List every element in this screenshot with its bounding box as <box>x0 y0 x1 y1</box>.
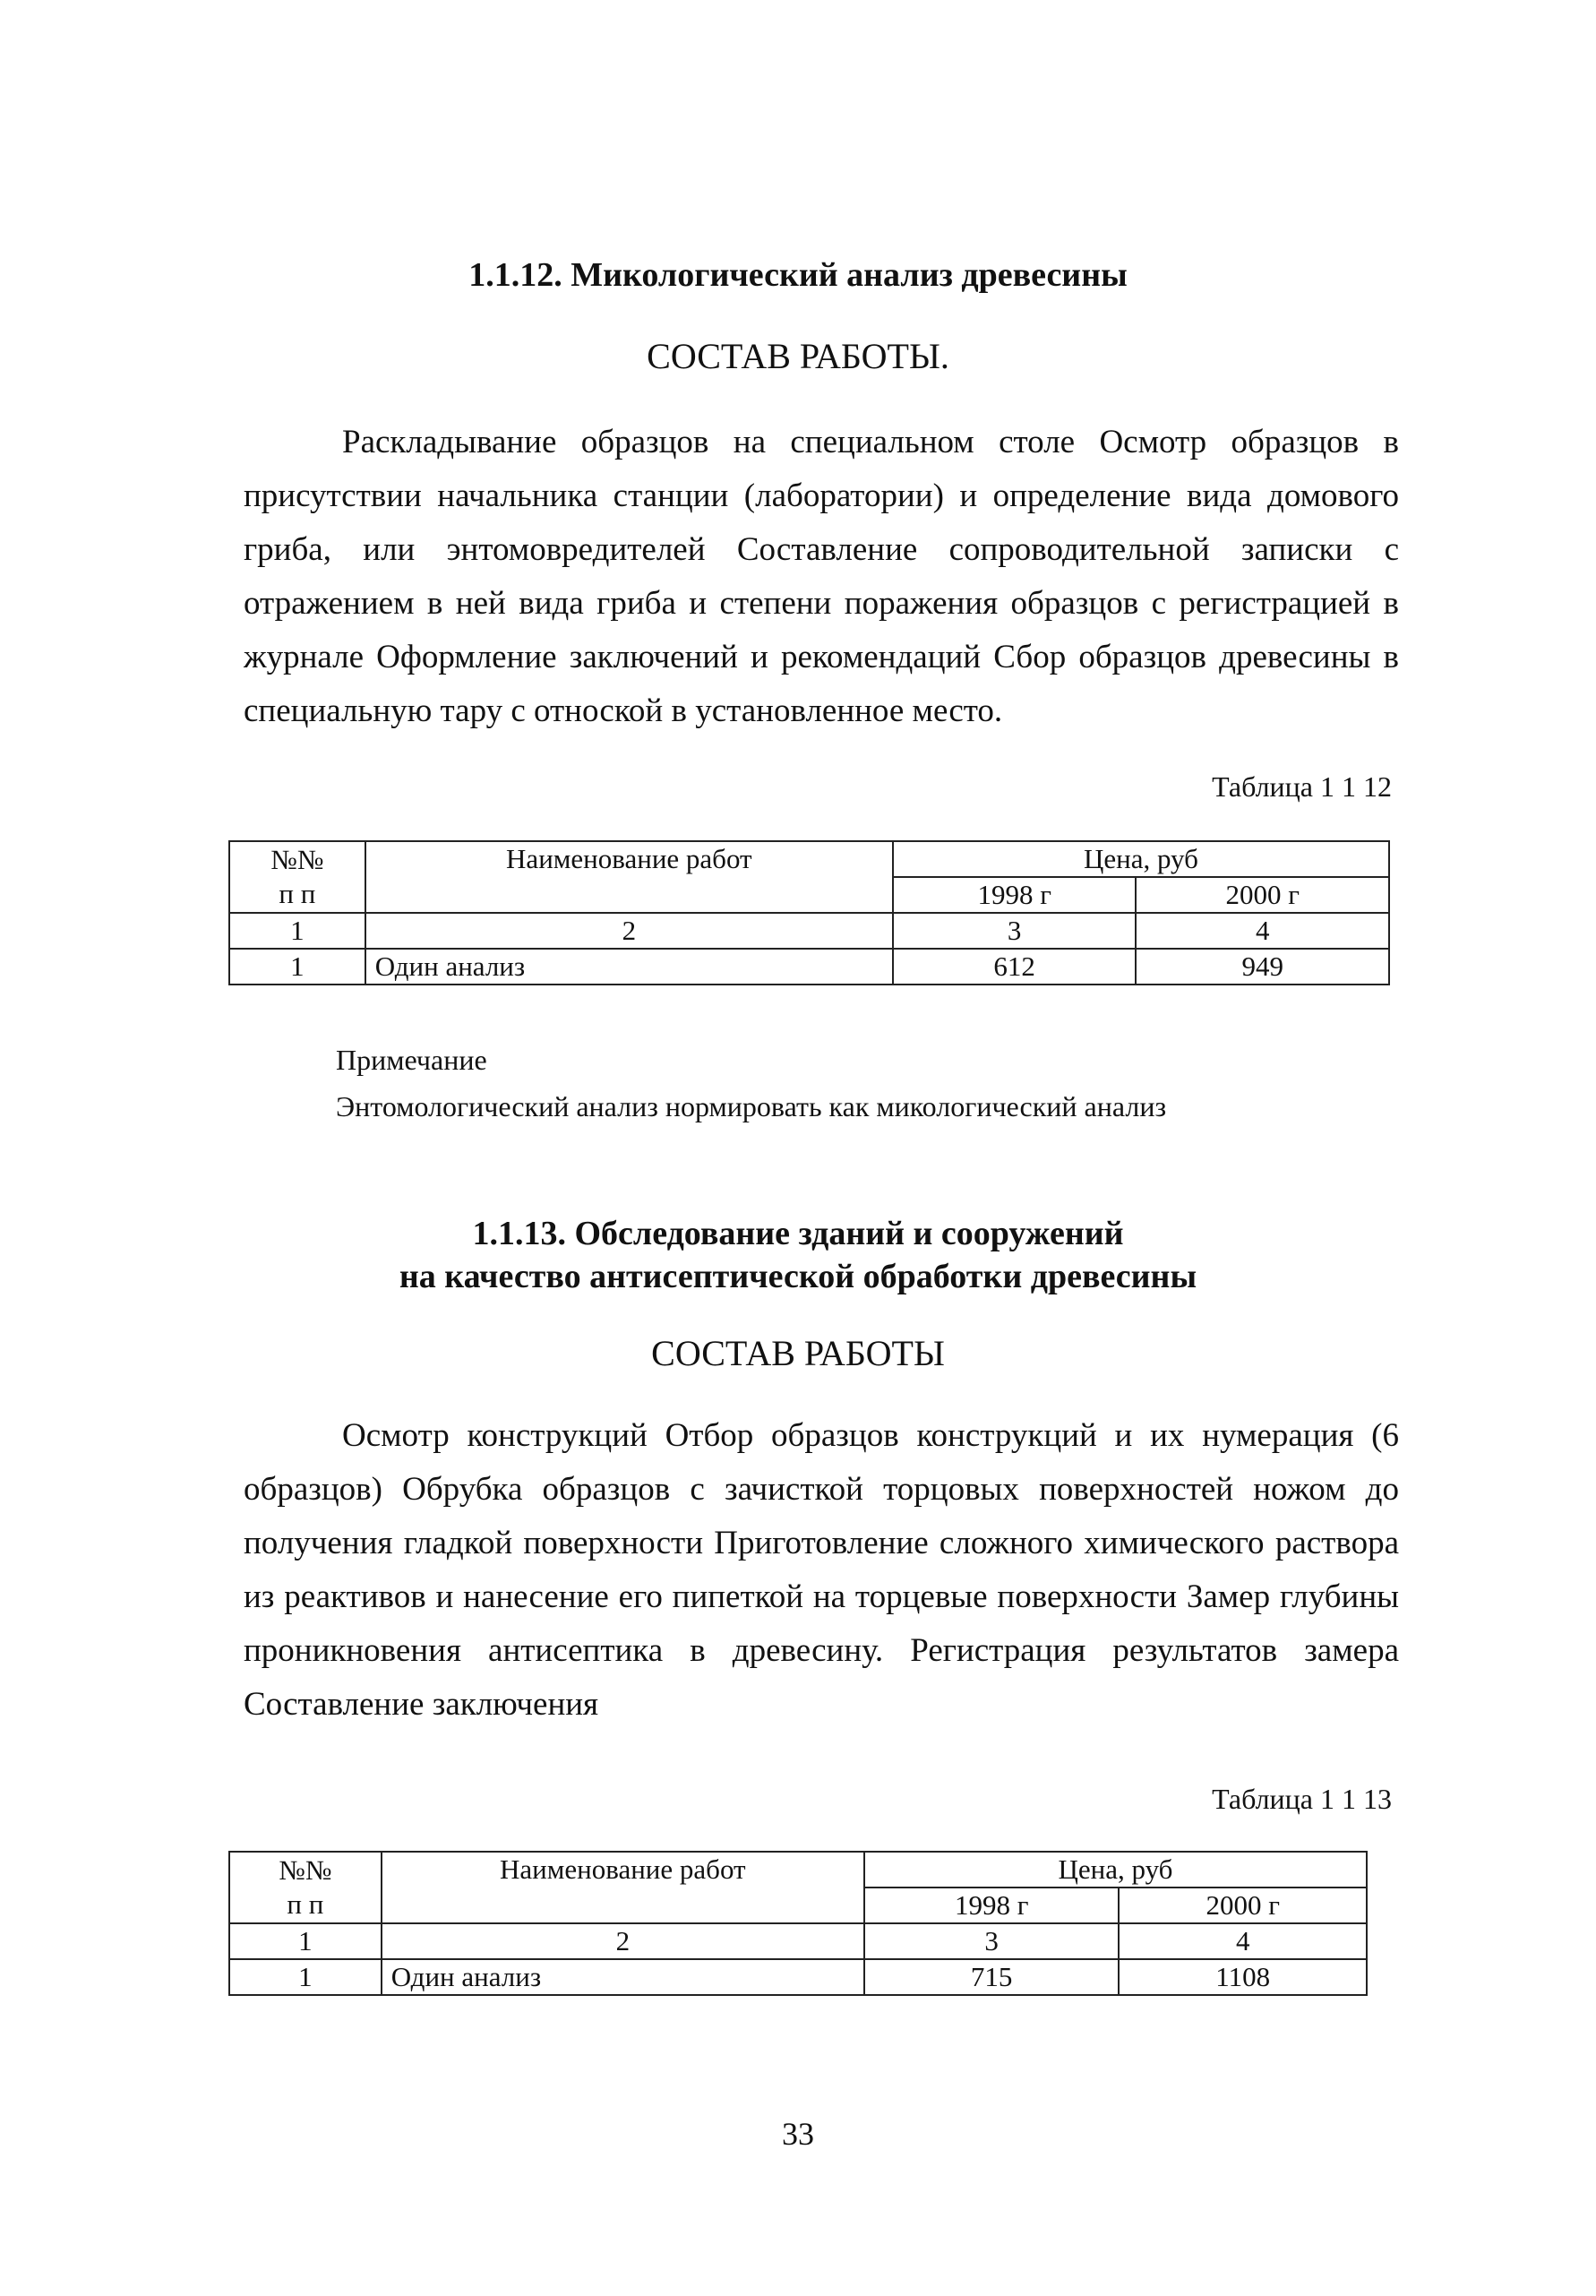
header-num: №№ <box>270 844 324 875</box>
header-num-cell <box>229 1852 382 1923</box>
header-2000: 2000 г <box>1136 877 1389 913</box>
index-cell: 3 <box>864 1923 1120 1959</box>
header-name: Наименование работ <box>365 841 893 913</box>
table-header-row <box>229 841 1389 877</box>
index-cell: 2 <box>382 1923 864 1959</box>
header-2000: 2000 г <box>1119 1888 1367 1923</box>
index-cell: 1 <box>229 1923 382 1959</box>
index-cell: 4 <box>1119 1923 1367 1959</box>
note-label: Примечание <box>336 1044 487 1076</box>
page-number: 33 <box>782 2116 814 2152</box>
section-title-1-1-13-line2: на качество антисептической обработки древесины <box>399 1258 1197 1295</box>
row-price-1998: 612 <box>893 949 1137 985</box>
index-cell: 1 <box>229 913 365 949</box>
row-price-2000: 1108 <box>1119 1959 1367 1995</box>
header-1998: 1998 г <box>893 877 1137 913</box>
row-name: Один анализ <box>365 949 893 985</box>
table-row <box>229 1959 1367 1995</box>
section-title-1-1-13-line1: 1.1.13. Обследование зданий и сооружений <box>472 1215 1124 1252</box>
work-composition-heading-2: СОСТАВ РАБОТЫ <box>651 1333 945 1373</box>
table-header-row <box>229 1852 1367 1888</box>
note-text: Энтомологический анализ нормировать как микологический анализ <box>336 1090 1167 1122</box>
header-1998: 1998 г <box>864 1888 1120 1923</box>
header-name: Наименование работ <box>382 1852 864 1923</box>
work-description-1: Раскладывание образцов на специальном столе Осмотр образцов в присутствии начальника станции (лаборатории) и определение вида домового гриба, или энтомовредителей Составление сопроводительной записки с отражением в ней вида гриба и степени поражения образцов с регистрацией в журнале Оформление заключений и рекомендаций Сбор образцов древесины в специальную тару с отноской в установленное место. <box>244 424 1399 729</box>
table-caption-1-1-12: Таблица 1 1 12 <box>1212 770 1392 803</box>
price-table-1-1-12 <box>228 840 1390 985</box>
table-index-row <box>229 913 1389 949</box>
index-cell: 3 <box>893 913 1137 949</box>
price-table-1-1-13 <box>228 1851 1368 1996</box>
header-num-sub: п п <box>279 878 316 909</box>
row-num: 1 <box>229 1959 382 1995</box>
table-row <box>229 949 1389 985</box>
row-name: Один анализ <box>382 1959 864 1995</box>
header-num-sub: п п <box>287 1888 324 1920</box>
section-title-1-1-12: 1.1.12. Микологический анализ древесины <box>468 256 1128 294</box>
row-price-1998: 715 <box>864 1959 1120 1995</box>
header-num-cell <box>229 841 365 913</box>
header-num: №№ <box>279 1854 332 1886</box>
header-price: Цена, руб <box>893 841 1389 877</box>
row-price-2000: 949 <box>1136 949 1389 985</box>
table-caption-1-1-13: Таблица 1 1 13 <box>1212 1783 1392 1815</box>
header-price: Цена, руб <box>864 1852 1367 1888</box>
table-index-row <box>229 1923 1367 1959</box>
index-cell: 2 <box>365 913 893 949</box>
work-composition-heading-1: СОСТАВ РАБОТЫ. <box>647 336 949 376</box>
index-cell: 4 <box>1136 913 1389 949</box>
work-description-2: Осмотр конструкций Отбор образцов конструкций и их нумерация (6 образцов) Обрубка образцов с зачисткой торцовых поверхностей ножом до получения гладкой поверхности Приготовление сложного химического раствора из реактивов и нанесение его пипеткой на торцевые поверхности Замер глубины проникновения антисептика в древесину. Регистрация результатов замера Составление заключения <box>244 1417 1399 1723</box>
row-num: 1 <box>229 949 365 985</box>
